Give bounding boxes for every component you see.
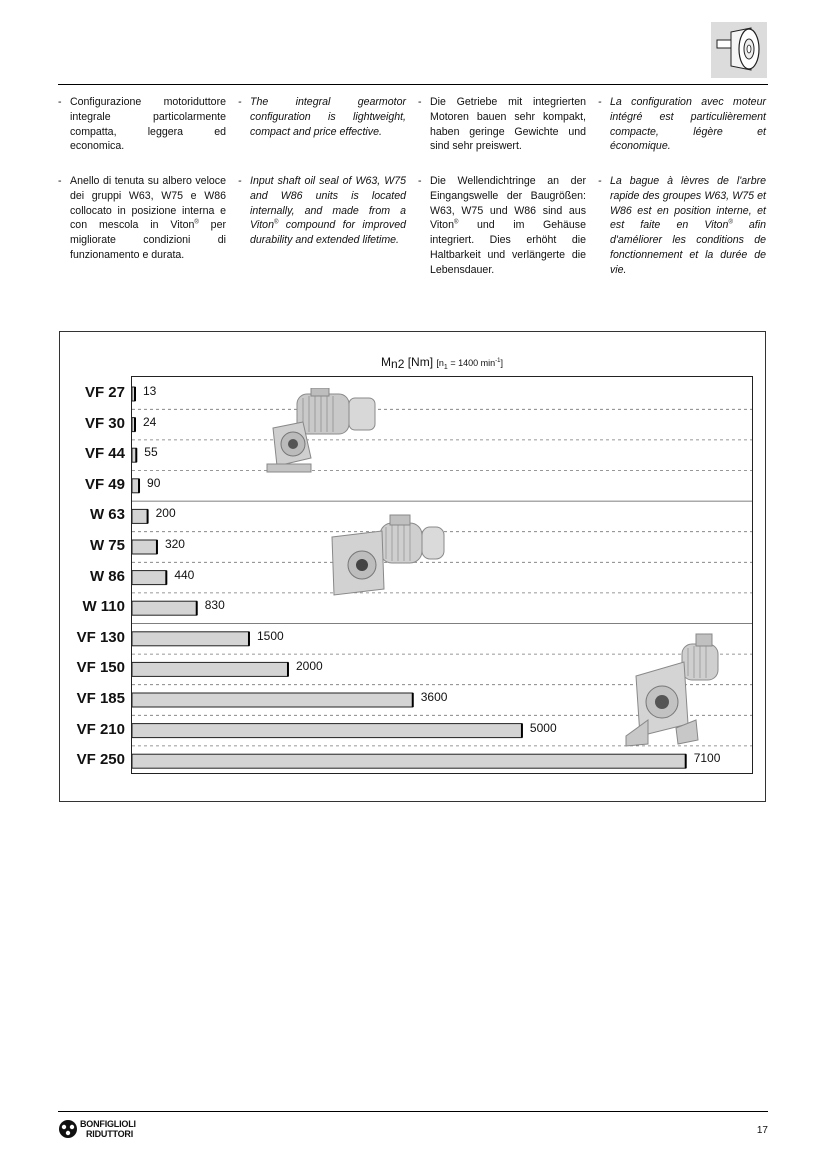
- paragraph: [598, 174, 766, 278]
- paragraph: [238, 174, 406, 248]
- paragraph-text: Input shaft oil seal of W63, W75 and W86 units is located internally, and made from a Viton® compound for improved durability and extended lifetime.: [250, 175, 406, 247]
- logo-line-2: RIDUTTORI: [86, 1129, 134, 1139]
- value-label: 1500: [256, 628, 284, 643]
- paragraph: [598, 95, 766, 154]
- category-label: VF 210: [76, 720, 125, 738]
- value-label: 200: [155, 506, 176, 521]
- category-label: VF 30: [84, 414, 125, 432]
- bullet-dash: -: [58, 96, 62, 108]
- value-label: 7100: [693, 751, 721, 766]
- bar: [132, 632, 249, 646]
- paragraph: [58, 95, 226, 154]
- bullet-dash: -: [598, 175, 602, 187]
- category-label: W 86: [89, 567, 125, 585]
- category-label: VF 49: [84, 475, 125, 493]
- logo-line-1: BONFIGLIOLI: [80, 1119, 136, 1129]
- bar: [132, 754, 686, 768]
- column-italian: [58, 95, 226, 295]
- bullet-dash: -: [418, 96, 422, 108]
- brand-logo: [58, 1118, 148, 1140]
- bar: [132, 601, 197, 615]
- bar: [132, 540, 157, 554]
- category-label: VF 250: [76, 751, 125, 769]
- footer-rule: [58, 1111, 768, 1112]
- category-label: VF 150: [76, 659, 125, 677]
- paragraph-text: Die Getriebe mit integrierten Motoren bauen sehr kompakt, haben geringe Gewichte und sind sehr preiswert.: [430, 96, 586, 153]
- bar: [132, 662, 288, 676]
- bar: [132, 509, 148, 523]
- paragraph-text: Die Wellendichtringe an der Eingangswelle der Baugrößen: W63, W75 und W86 sind aus Viton® und im Gehäuse integriert. Dies erhöht die Haltbarkeit und verlängerte die Lebensdauer.: [430, 175, 586, 276]
- bar: [132, 693, 413, 707]
- chart-title: Mn2 [Nm] [$n_1 = 1400$ $\min^{-1}$]: [381, 355, 503, 371]
- category-label: VF 27: [84, 384, 125, 401]
- column-english: [238, 95, 406, 295]
- bar: [132, 724, 522, 738]
- bullet-dash: -: [238, 96, 242, 108]
- gearmotor-photo-medium: [328, 513, 448, 599]
- column-german: [418, 95, 586, 295]
- category-label: VF 130: [76, 628, 125, 646]
- value-label: 24: [143, 414, 157, 429]
- bonfiglioli-logo-icon: [58, 1119, 78, 1139]
- paragraph-text: La configuration avec moteur intégré est particulièrement compacte, légère et économique.: [610, 96, 766, 153]
- value-label: 2000: [295, 659, 323, 674]
- paragraph-text: Anello di tenuta su albero veloce dei gruppi W63, W75 e W86 collocato in posizione interna e con mescola in Viton® per migliorate condizioni di funzionamento e durata.: [70, 175, 226, 261]
- category-label: W 63: [89, 506, 125, 524]
- category-label: VF 185: [76, 690, 125, 707]
- bullet-dash: -: [598, 96, 602, 108]
- bullet-dash: -: [238, 175, 242, 187]
- bullet-dash: -: [58, 175, 62, 187]
- paragraph-text: The integral gearmotor configuration is lightweight, compact and price effective.: [250, 96, 406, 138]
- paragraph: [418, 174, 586, 278]
- value-label: 440: [174, 567, 195, 582]
- value-label: 90: [147, 475, 161, 490]
- page-number: 17: [756, 1125, 768, 1136]
- gearmotor-photo-small: [263, 388, 381, 476]
- paragraph-text: Configurazione motoriduttore integrale particolarmente compatta, leggera ed economica.: [70, 96, 226, 153]
- paragraph: [418, 95, 586, 154]
- bar: [132, 571, 166, 585]
- header-rule: [58, 84, 768, 85]
- value-label: 320: [164, 537, 185, 551]
- paragraph: [238, 95, 406, 139]
- gearmotor-photo-large: [618, 632, 736, 748]
- value-label: 5000: [529, 720, 557, 735]
- bar: [132, 479, 139, 493]
- value-label: 3600: [420, 690, 448, 704]
- gear-shaft-icon: [711, 22, 767, 78]
- value-label: 13: [143, 384, 157, 398]
- bullet-dash: -: [418, 175, 422, 187]
- paragraph: [58, 174, 226, 263]
- column-french: [598, 95, 766, 295]
- category-label: W 110: [82, 598, 125, 616]
- category-label: W 75: [89, 537, 125, 554]
- paragraph-text: La bague à lèvres de l'arbre rapide des groupes W63, W75 et W86 est en position interne, et est faite en Viton® afin d'améliorer les conditions de fonctionnement et la durée de vie.: [610, 175, 766, 276]
- value-label: 55: [144, 445, 158, 460]
- category-label: VF 44: [84, 445, 125, 463]
- value-label: 830: [204, 598, 225, 613]
